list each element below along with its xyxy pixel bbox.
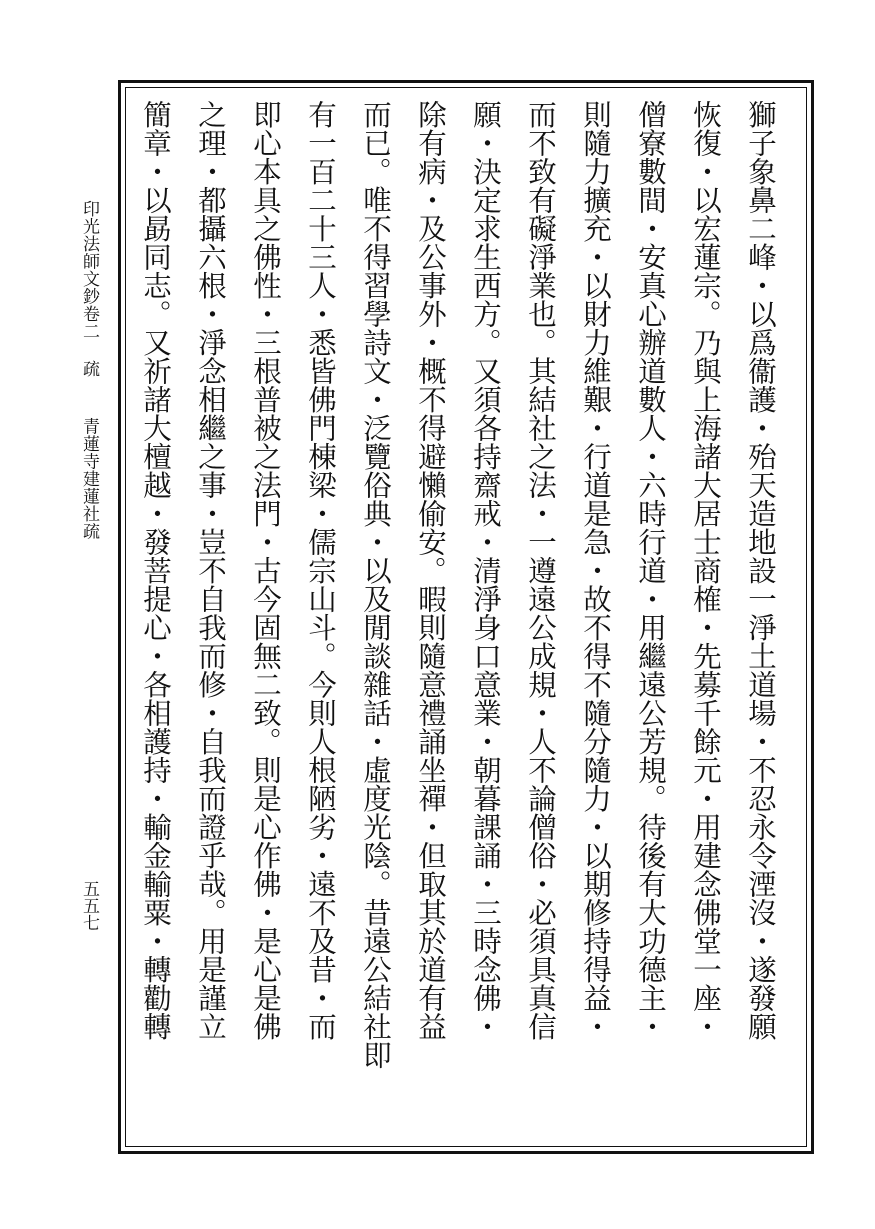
section-label: 疏 bbox=[79, 360, 99, 378]
text-column-1: 獅子象鼻二峰・以爲衞護・殆天造地設一淨土道場・不忍永令湮沒・遂發願 bbox=[744, 100, 777, 1041]
running-header bbox=[72, 200, 102, 540]
page-number: 五五七 bbox=[79, 880, 99, 931]
book-title: 印光法師文鈔卷二 bbox=[79, 200, 99, 340]
text-column-11: 之理・都攝六根・淨念相繼之事・豈不自我而修・自我而證乎哉。用是謹立 bbox=[194, 100, 227, 1041]
text-column-8: 而已。唯不得習學詩文・泛覽俗典・以及閒談雜話・虛度光陰。昔遠公結社即 bbox=[359, 100, 392, 1069]
text-column-10: 即心本具之佛性・三根普被之法門・古今固無二致。則是心作佛・是心是佛 bbox=[249, 100, 282, 1041]
text-column-9: 有一百二十三人・悉皆佛門棟梁・儒宗山斗。今則人根陋劣・遠不及昔・而 bbox=[304, 100, 337, 1041]
text-column-6: 願・決定求生西方。又須各持齋戒・清淨身口意業・朝暮課誦・三時念佛・ bbox=[469, 100, 502, 1041]
text-column-12: 簡章・以勗同志。又祈諸大檀越・發菩提心・各相護持・輸金輸粟・轉勸轉 bbox=[139, 100, 172, 1041]
text-column-7: 除有病・及公事外・概不得避懶偷安。暇則隨意禮誦坐禪・但取其於道有益 bbox=[414, 100, 447, 1041]
text-column-4: 則隨力擴充・以財力維艱・行道是急・故不得不隨分隨力・以期修持得益・ bbox=[579, 100, 612, 1041]
text-column-5: 而不致有礙淨業也。其結社之法・一遵遠公成規・人不論僧俗・必須具真信 bbox=[524, 100, 557, 1041]
text-column-2: 恢復・以宏蓮宗。乃與上海諸大居士商榷・先募千餘元・用建念佛堂一座・ bbox=[689, 100, 722, 1041]
text-column-3: 僧寮數間・安真心辦道數人・六時行道・用繼遠公芳規。待後有大功德主・ bbox=[634, 100, 667, 1041]
article-title: 青蓮寺建蓮社疏 bbox=[79, 417, 99, 540]
